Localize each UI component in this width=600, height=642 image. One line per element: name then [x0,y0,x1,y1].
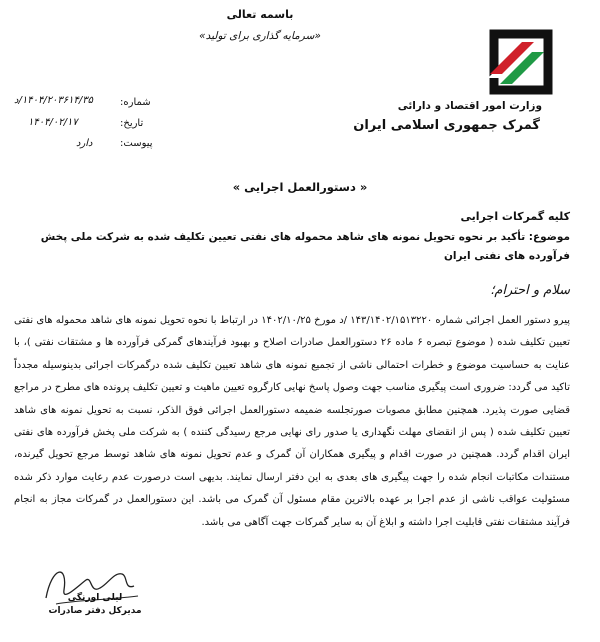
greeting: سلام و احترام؛ [490,283,570,298]
subject-line: موضوع: تأکید بر نحوه تحویل نمونه های شاهد محموله های نفتی تعیین تکلیف شده به شرکت ملی پخش فرآورده های نفتی ایران [40,231,570,262]
customs-logo [488,28,554,96]
basmala: باسمه تعالی [226,8,294,21]
number-label: شماره: [120,97,151,108]
signer-role: مدیرکل دفتر صادرات [48,606,142,616]
attachment-label: پیوست: [120,138,153,149]
date-label: تاریخ: [120,118,144,129]
slogan: «سرمایه گذاری برای تولید» [199,30,321,42]
signer-name: لیلی اورنگی [67,593,123,603]
document-title: « دستورالعمل اجرایی » [232,180,368,194]
organization-name: گمرک جمهوری اسلامی ایران [353,118,540,133]
date-value: ۱۴۰۴/۰۲/۱۷ [28,117,78,128]
number-value: ۱۴۰۴/۲۰۳۶۱۴/۳۵/د [14,95,94,106]
addressee: کلیه گمرکات اجرایی [460,210,570,223]
letter-body: پیرو دستور العمل اجرائی شماره ۱۴۳/۱۴۰۲/۱۵۱۳۲۲۰ /د مورخ ۱۴۰۲/۱۰/۲۵ در ارتباط با نحوه تحویل نمونه های شاهد محموله های نفتی تعیین تکلیف شده ( موضوع تبصره ۶ ماده ۲۶ دستورالعمل صادرات اصلاح و بهبود فرآیندهای گمرکی فرآورده ها و مشتقات نفتی )، با عنایت به حساسیت موضوع و خطرات احتمالی ناشی از تجمیع نمونه های شاهد تعیین تکلیف شده درگمرکات اجرائی بدینوسیله مجدداً تاکید می گردد: ضروری است پیگیری مناسب جهت وصول پاسخ نهایی کارگروه تعیین ماهیت و تعیین تکلیف پرونده های مطرح در مراجع قضایی صورت پذیرد. همچنین مطابق مصوبات صورتجلسه ضمیمه دستورالعمل اجرائی فوق الذکر، نسبت به تحویل نمونه های شاهد تعیین تکلیف شده ( پس از انقضای مهلت نگهداری یا صدور رای نهایی مرجع رسیدگی کننده ) به شرکت ملی پخش فرآورده های نفتی ایران اقدام گردد. همچنین در صورت اقدام و پیگیری همکاران آن گمرک و عدم تحویل نمونه های شاهد توسط مرجع تحویل گیرنده، مستندات مکاتبات انجام شده را جهت پیگیری های بعدی به این دفتر ارسال نمایند. بدیهی است درصورت عدم رعایت موارد ذکر شده مسئولیت عواقب ناشی از عدم اجرا بر عهده بالاترین مقام مسئول آن گمرک می باشد. این دستورالعمل در گمرکات مجاز به انجام فرآیند مشتقات نفتی قابلیت اجرا داشته و ابلاغ آن به سایر گمرکات جهت آگاهی می باشد. [14,315,570,528]
attachment-value: دارد [76,138,93,149]
ministry-name: وزارت امور اقتصاد و دارائی [397,100,542,112]
